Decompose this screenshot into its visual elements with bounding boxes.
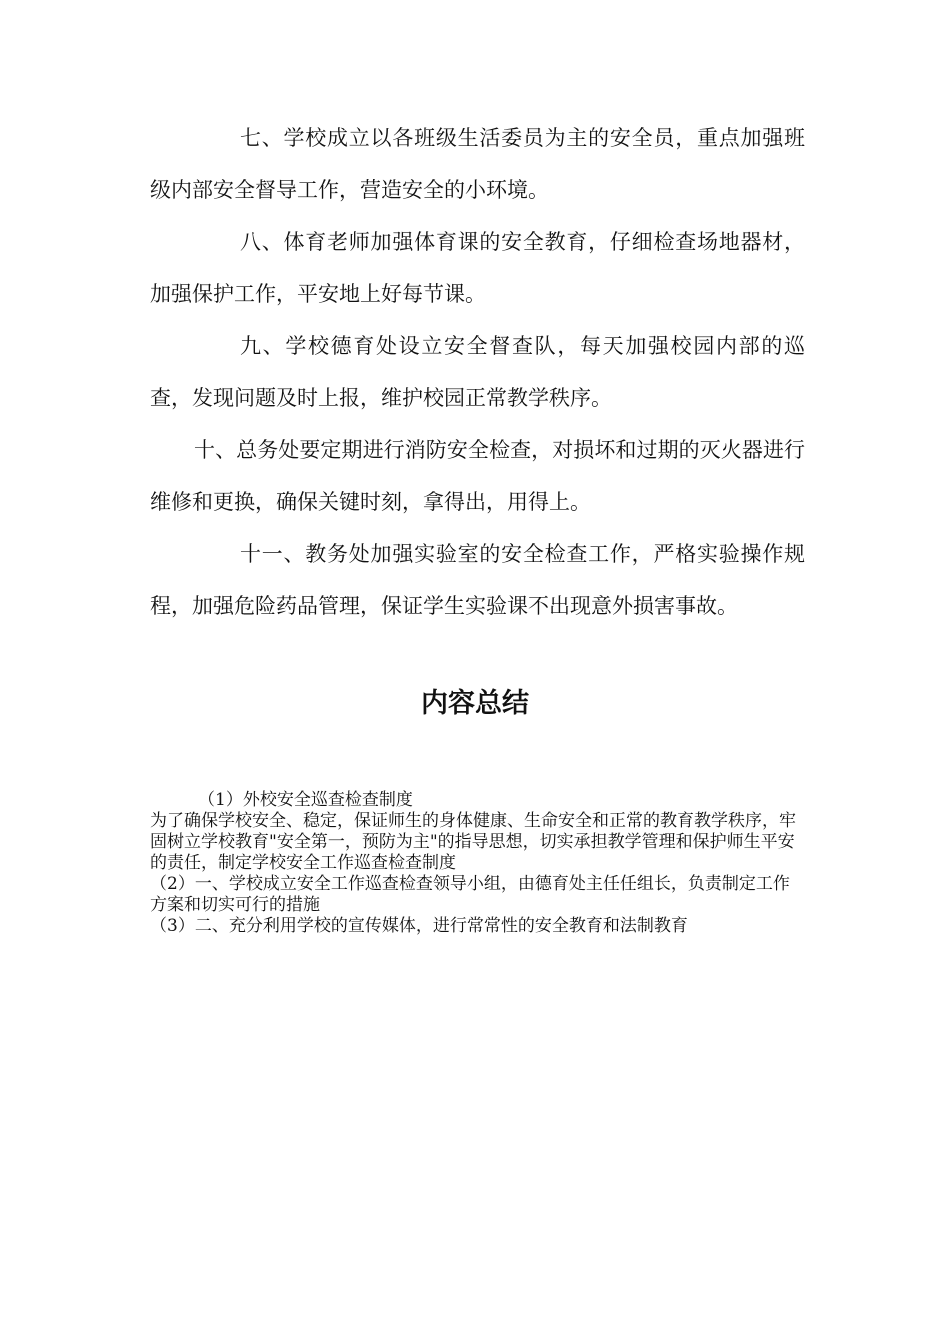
summary-item: （3）二、充分利用学校的宣传媒体，进行常常性的安全教育和法制教育 <box>150 916 688 936</box>
summary-section <box>150 790 800 937</box>
paragraph-8: 八、体育老师加强体育课的安全教育，仔细检查场地器材，加强保护工作，平安地上好每节课。 <box>150 230 805 306</box>
summary-heading: （1）外校安全巡查检查制度 <box>198 790 413 810</box>
paragraph-9: 九、学校德育处设立安全督查队，每天加强校园内部的巡查，发现问题及时上报，维护校园正常教学秩序。 <box>150 334 805 410</box>
summary-item: 为了确保学校安全、稳定，保证师生的身体健康、生命安全和正常的教育教学秩序，牢固树立学校教育"安全第一，预防为主"的指导思想，切实承担教学管理和保护师生平安的责任，制定学校安全工作巡查检查制度 <box>150 811 796 873</box>
paragraph-11: 十一、教务处加强实验室的安全检查工作，严格实验操作规程，加强危险药品管理，保证学生实验课不出现意外损害事故。 <box>150 542 805 618</box>
paragraph-10: 十、总务处要定期进行消防安全检查，对损坏和过期的灭火器进行维修和更换，确保关键时刻，拿得出，用得上。 <box>150 438 805 514</box>
paragraph-7: 七、学校成立以各班级生活委员为主的安全员，重点加强班级内部安全督导工作，营造安全的小环境。 <box>150 126 805 202</box>
summary-title: 内容总结 <box>421 688 529 719</box>
body-text <box>150 112 805 632</box>
summary-item: （2）一、学校成立安全工作巡查检查领导小组，由德育处主任任组长，负责制定工作方案和切实可行的措施 <box>150 874 790 915</box>
